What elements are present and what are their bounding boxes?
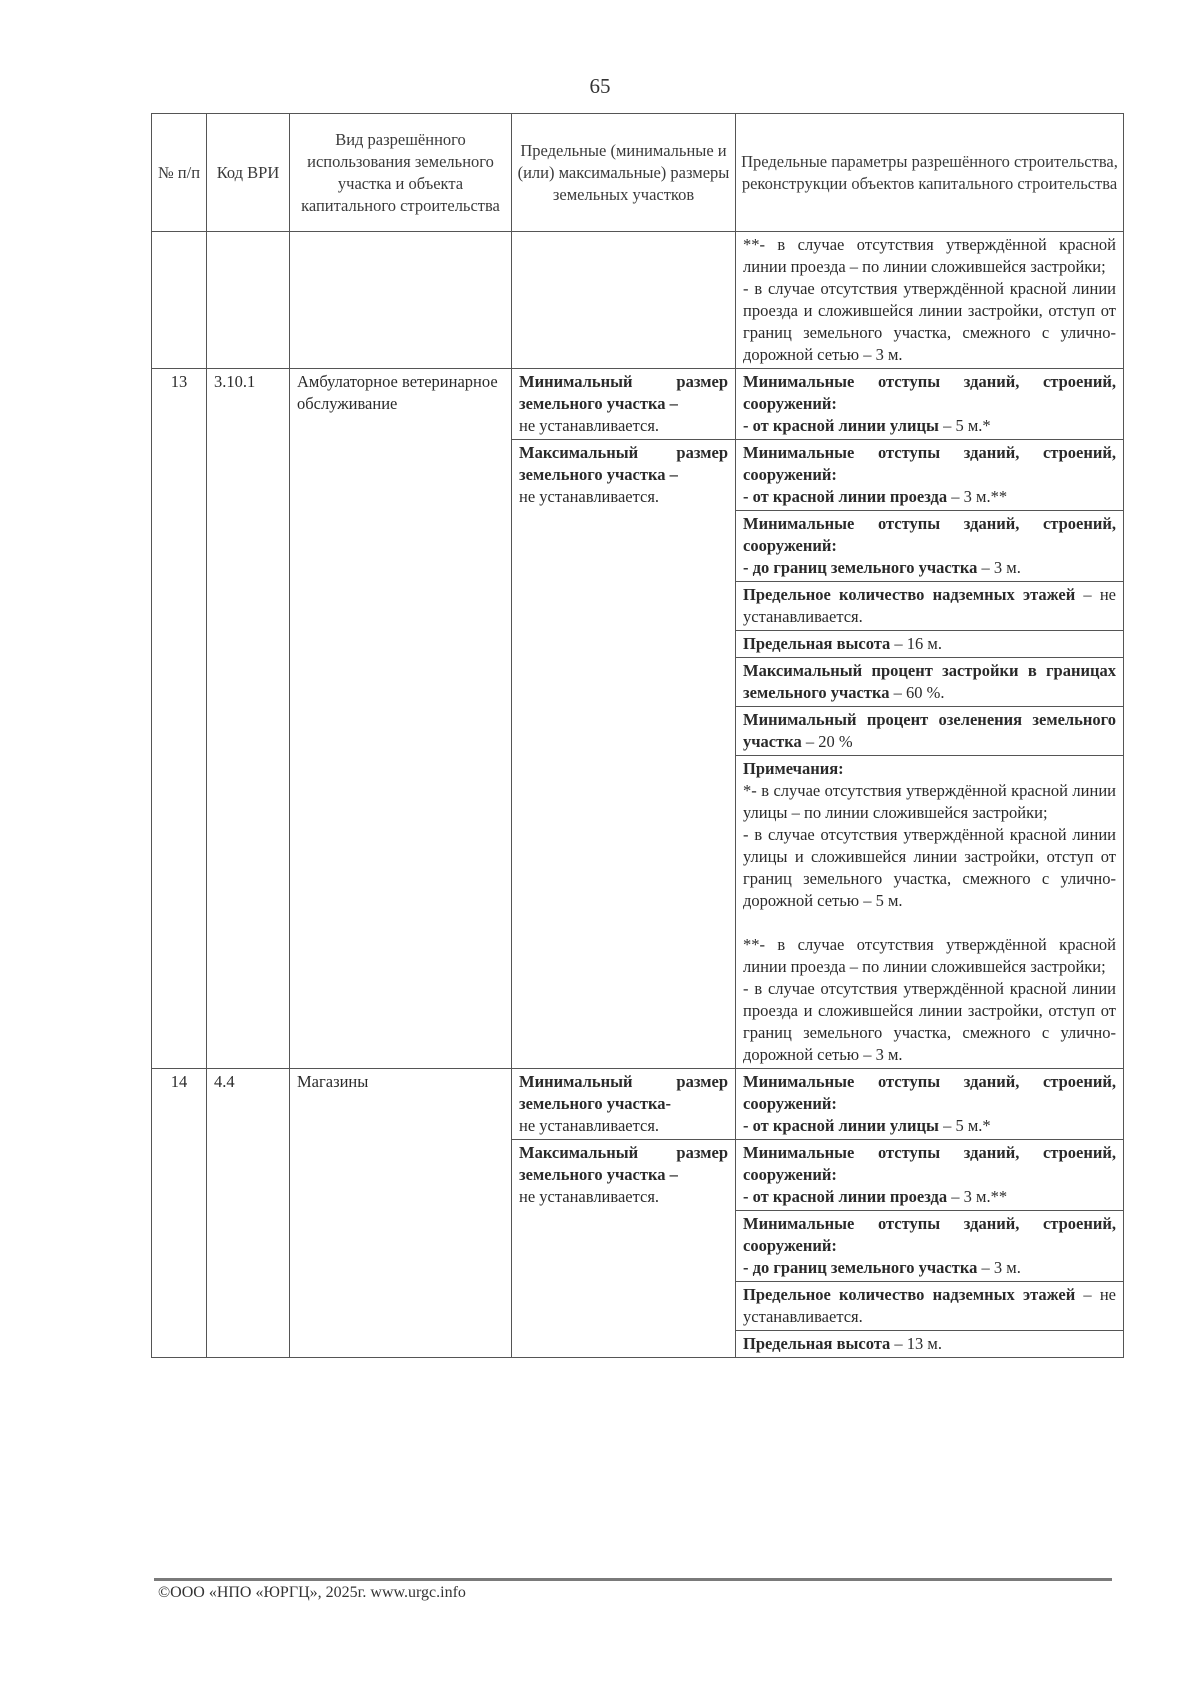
param-label: Минимальные отступы зданий, строений, сооружений: <box>743 1214 1116 1255</box>
param-value: – 20 % <box>801 732 853 751</box>
param-label: Предельное количество надземных этажей <box>743 585 1076 604</box>
max-size-value: не устанавливается. <box>519 1187 660 1206</box>
param-cell <box>736 1331 1124 1358</box>
param-cell <box>736 1140 1124 1211</box>
note-item: - в случае отсутствия утверждённой красной линии проезда и сложившейся линии застройки, отступ от границ земельного участка, смежного с улично-дорожной сетью – 3 м. <box>743 979 1116 1064</box>
param-label: Минимальные отступы зданий, строений, сооружений: <box>743 443 1116 484</box>
min-size-cell <box>512 369 736 440</box>
table-row <box>152 1069 1124 1140</box>
header-params: Предельные параметры разрешённого строительства, реконструкции объектов капитального строительства <box>736 114 1124 232</box>
param-value: – 5 м.* <box>938 416 991 435</box>
param-cell <box>736 511 1124 582</box>
footer-divider <box>154 1578 1112 1581</box>
param-label: Минимальные отступы зданий, строений, сооружений: <box>743 1072 1116 1113</box>
vri-code: 3.10.1 <box>207 369 290 1069</box>
note-item: *- в случае отсутствия утверждённой красной линии улицы – по линии сложившейся застройки; <box>743 781 1116 822</box>
min-size-label: Минимальный размер земельного участка – <box>519 372 728 413</box>
param-cell <box>736 369 1124 440</box>
param-label: Минимальные отступы зданий, строений, сооружений: <box>743 1143 1116 1184</box>
param-label: Предельная высота <box>743 1334 891 1353</box>
header-type: Вид разрешённого использования земельного участка и объекта капитального строительства <box>290 114 512 232</box>
param-label: Минимальный процент озеленения земельного участка <box>743 710 1116 751</box>
max-size-label: Максимальный размер земельного участка – <box>519 443 728 484</box>
param-sublabel: - от красной линии проезда <box>743 487 948 506</box>
notes-cell <box>736 756 1124 1069</box>
param-label: Минимальные отступы зданий, строений, сооружений: <box>743 514 1116 555</box>
param-cell <box>736 1282 1124 1331</box>
param-label: Максимальный процент застройки в границах земельного участка <box>743 661 1116 702</box>
max-size-label: Максимальный размер земельного участка – <box>519 1143 728 1184</box>
land-use-regulations-table <box>151 113 1124 1358</box>
param-cell <box>736 658 1124 707</box>
param-cell <box>736 1211 1124 1282</box>
page-number: 65 <box>589 74 611 98</box>
note-item: - в случае отсутствия утверждённой красной линии улицы и сложившейся линии застройки, отступ от границ земельного участка, смежного с улично-дорожной сетью – 5 м. <box>743 825 1116 910</box>
param-value: – 3 м.** <box>947 1187 1008 1206</box>
continuation-notes <box>736 232 1124 369</box>
param-value: – 60 %. <box>889 683 945 702</box>
header-code: Код ВРИ <box>207 114 290 232</box>
table-row <box>152 369 1124 440</box>
param-sublabel: - от красной линии улицы <box>743 1116 939 1135</box>
param-sublabel: - от красной линии проезда <box>743 1187 948 1206</box>
table-row-continuation <box>152 232 1124 369</box>
table-header-row <box>152 114 1124 232</box>
param-label: Предельная высота <box>743 634 891 653</box>
param-value: – 16 м. <box>890 634 942 653</box>
param-label: Минимальные отступы зданий, строений, сооружений: <box>743 372 1116 413</box>
notes-title: Примечания: <box>743 759 844 778</box>
footer-copyright: ©ООО «НПО «ЮРГЦ», 2025г. www.urgc.info <box>158 1584 466 1601</box>
param-value: – 3 м. <box>977 558 1021 577</box>
param-label: Предельное количество надземных этажей <box>743 1285 1076 1304</box>
use-type: Амбулаторное ветеринарное обслуживание <box>290 369 512 1069</box>
param-value: – 3 м.** <box>947 487 1008 506</box>
param-value: – 3 м. <box>977 1258 1021 1277</box>
param-cell <box>736 707 1124 756</box>
param-sublabel: - от красной линии улицы <box>743 416 939 435</box>
max-size-cell <box>512 1140 736 1358</box>
min-size-value: не устанавливается. <box>519 416 660 435</box>
param-cell <box>736 1069 1124 1140</box>
note-item: - в случае отсутствия утверждённой красной линии проезда и сложившейся линии застройки, отступ от границ земельного участка, смежного с улично-дорожной сетью – 3 м. <box>743 279 1116 364</box>
header-num: № п/п <box>152 114 207 232</box>
vri-code: 4.4 <box>207 1069 290 1358</box>
param-value: – не устанавливается. <box>743 585 1116 626</box>
param-cell <box>736 631 1124 658</box>
row-number: 14 <box>152 1069 207 1358</box>
note-item: **- в случае отсутствия утверждённой красной линии проезда – по линии сложившейся застройки; <box>743 935 1116 976</box>
use-type: Магазины <box>290 1069 512 1358</box>
note-item: **- в случае отсутствия утверждённой красной линии проезда – по линии сложившейся застройки; <box>743 235 1116 276</box>
param-value: – не устанавливается. <box>743 1285 1116 1326</box>
param-value: – 13 м. <box>890 1334 942 1353</box>
min-size-value: не устанавливается. <box>519 1116 660 1135</box>
min-size-cell <box>512 1069 736 1140</box>
param-sublabel: - до границ земельного участка <box>743 558 978 577</box>
max-size-cell <box>512 440 736 1069</box>
param-cell <box>736 440 1124 511</box>
header-size: Предельные (минимальные и (или) максимальные) размеры земельных участков <box>512 114 736 232</box>
param-value: – 5 м.* <box>938 1116 991 1135</box>
param-cell <box>736 582 1124 631</box>
min-size-label: Минимальный размер земельного участка- <box>519 1072 728 1113</box>
max-size-value: не устанавливается. <box>519 487 660 506</box>
row-number: 13 <box>152 369 207 1069</box>
param-sublabel: - до границ земельного участка <box>743 1258 978 1277</box>
